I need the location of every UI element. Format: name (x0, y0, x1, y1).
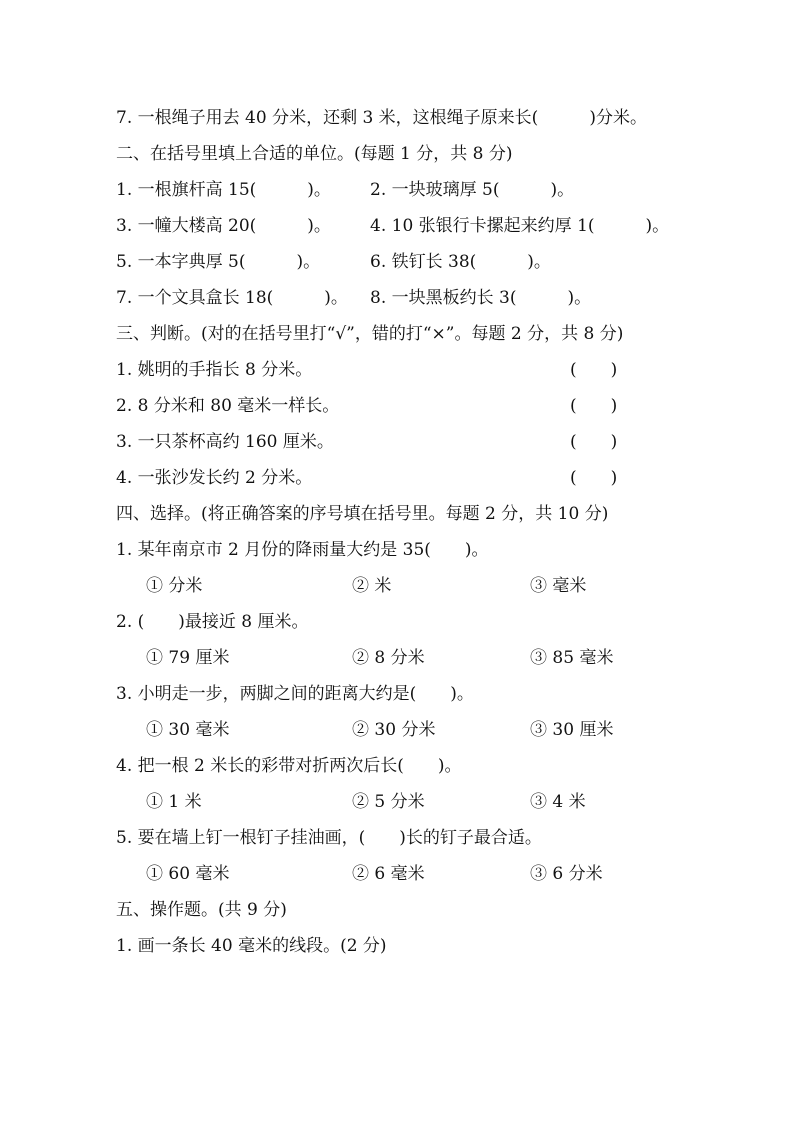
answer-paren: ( ) (570, 396, 618, 416)
choice-question-3: 3. 小明走一步，两脚之间的距离大约是( )。 (116, 684, 474, 704)
unit-question-1: 1. 一根旗杆高 15( )。 (116, 180, 331, 200)
unit-question-3: 3. 一幢大楼高 20( )。 (116, 216, 331, 236)
operation-question-1: 1. 画一条长 40 毫米的线段。(2 分) (116, 936, 387, 956)
section-2-heading: 二、在括号里填上合适的单位。(每题 1 分，共 8 分) (116, 144, 513, 164)
option-2: ② 8 分米 (352, 648, 425, 668)
section-2-row-3 (116, 248, 551, 276)
judge-item-4 (116, 464, 618, 492)
unit-question-4: 4. 10 张银行卡摞起来约厚 1( )。 (370, 216, 670, 236)
option-3: ③ 85 毫米 (530, 648, 614, 668)
judge-text: 4. 一张沙发长约 2 分米。 (116, 468, 313, 488)
option-2: ② 米 (352, 576, 392, 596)
option-1: ① 79 厘米 (146, 648, 230, 668)
section-2-row-4 (116, 284, 592, 312)
option-2: ② 6 毫米 (352, 864, 425, 884)
unit-question-7: 7. 一个文具盒长 18( )。 (116, 288, 348, 308)
unit-question-2: 2. 一块玻璃厚 5( )。 (370, 180, 575, 200)
section-2-row-1 (116, 176, 575, 204)
question-7-rope (116, 104, 647, 132)
choice-question-4: 4. 把一根 2 米长的彩带对折两次后长( )。 (116, 756, 462, 776)
choice-question-1: 1. 某年南京市 2 月份的降雨量大约是 35( )。 (116, 540, 489, 560)
answer-paren: ( ) (570, 360, 618, 380)
judge-item-2 (116, 392, 618, 420)
option-3: ③ 6 分米 (530, 864, 603, 884)
answer-paren: ( ) (570, 432, 618, 452)
choice-question-5: 5. 要在墙上钉一根钉子挂油画，( )长的钉子最合适。 (116, 828, 542, 848)
unit-question-5: 5. 一本字典厚 5( )。 (116, 252, 321, 272)
judge-item-3 (116, 428, 618, 456)
question-text: 7. 一根绳子用去 40 分米，还剩 3 米，这根绳子原来长( )分米。 (116, 108, 647, 128)
unit-question-6: 6. 铁钉长 38( )。 (370, 252, 551, 272)
judge-item-1 (116, 356, 618, 384)
judge-text: 2. 8 分米和 80 毫米一样长。 (116, 396, 340, 416)
judge-text: 1. 姚明的手指长 8 分米。 (116, 360, 313, 380)
option-3: ③ 毫米 (530, 576, 587, 596)
option-1: ① 1 米 (146, 792, 202, 812)
option-2: ② 30 分米 (352, 720, 436, 740)
section-5-heading: 五、操作题。(共 9 分) (116, 900, 287, 920)
unit-question-8: 8. 一块黑板约长 3( )。 (370, 288, 592, 308)
option-3: ③ 30 厘米 (530, 720, 614, 740)
option-1: ① 60 毫米 (146, 864, 230, 884)
option-1: ① 30 毫米 (146, 720, 230, 740)
option-3: ③ 4 米 (530, 792, 586, 812)
option-1: ① 分米 (146, 576, 203, 596)
section-3-heading: 三、判断。(对的在括号里打“√”，错的打“×”。每题 2 分，共 8 分) (116, 324, 624, 344)
answer-paren: ( ) (570, 468, 618, 488)
section-2-row-2 (116, 212, 670, 240)
option-2: ② 5 分米 (352, 792, 425, 812)
section-4-heading: 四、选择。(将正确答案的序号填在括号里。每题 2 分，共 10 分) (116, 504, 609, 524)
choice-question-2: 2. ( )最接近 8 厘米。 (116, 612, 309, 632)
judge-text: 3. 一只茶杯高约 160 厘米。 (116, 432, 334, 452)
